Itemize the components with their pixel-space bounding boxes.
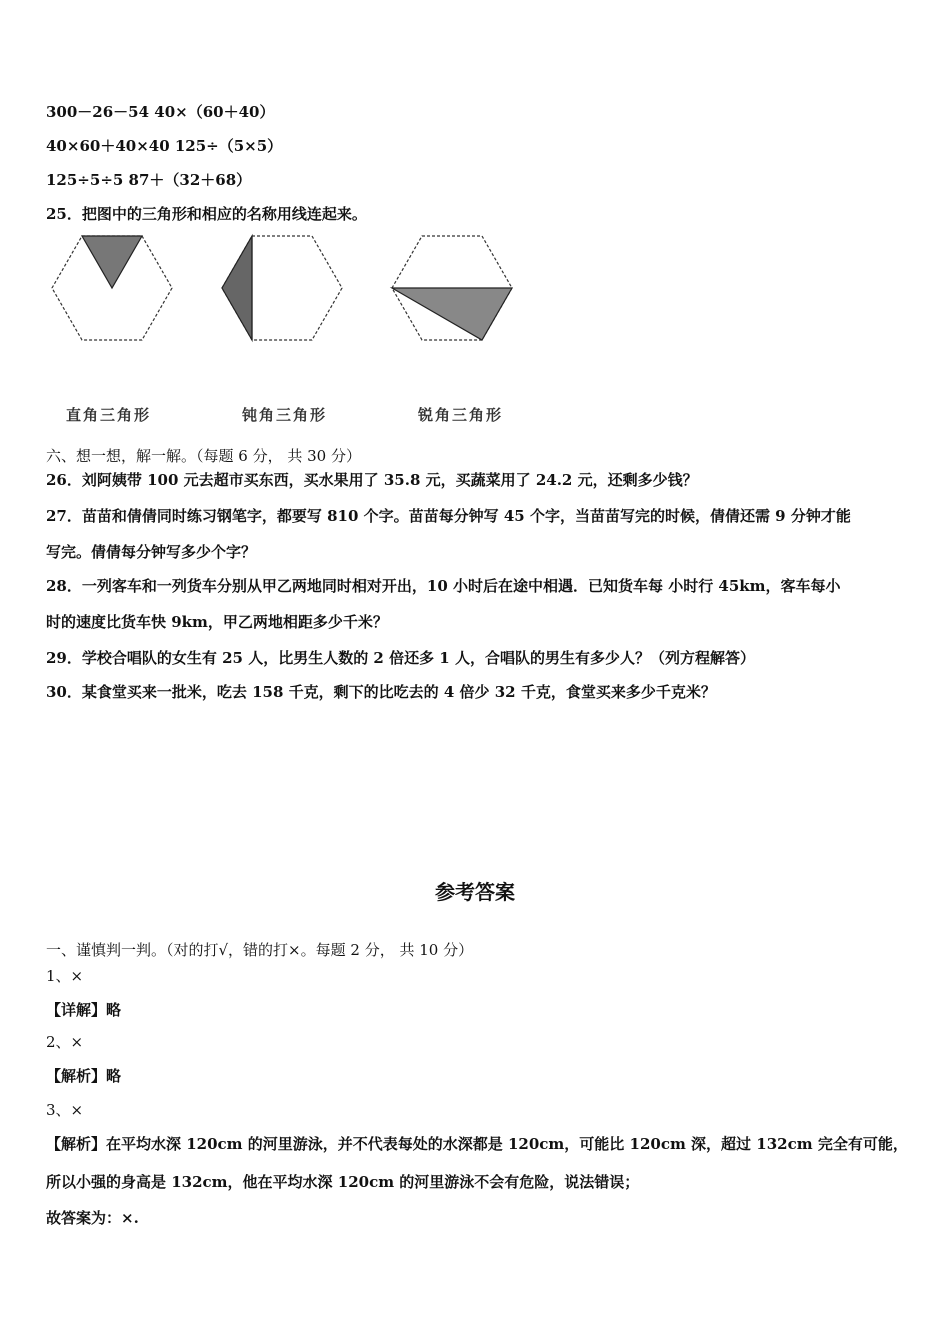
label-acute-triangle: 锐角三角形 [418,406,504,424]
question-26: 26．刘阿姨带 100 元去超市买东西，买水果用了 35.8 元，买蔬菜用了 24.2 元，还剩多少钱？ [46,471,698,489]
answer-2-detail: 【解析】略 [46,1067,122,1085]
section-6-heading: 六、想一想，解一解。（每题 6 分， 共 30 分） [46,447,361,465]
question-28-line2: 时的速度比货车快 9km，甲乙两地相距多少千米？ [46,613,388,631]
calc-row-1: 300－26－54 40×（60＋40） [46,103,275,121]
question-29: 29．学校合唱队的女生有 25 人，比男生人数的 2 倍还多 1 人，合唱队的男生有多少人？（列方程解答） [46,649,755,667]
answer-3-conclusion: 故答案为：×. [46,1209,139,1227]
label-right-triangle: 直角三角形 [66,406,152,424]
hexagon-figure-1 [52,236,172,340]
label-obtuse-triangle: 钝角三角形 [242,406,328,424]
answer-3: 3、× [46,1101,84,1119]
calc-row-2: 40×60＋40×40 125÷（5×5） [46,137,283,155]
answer-3-detail-line1: 【解析】在平均水深 120cm 的河里游泳，并不代表每处的水深都是 120cm，可能比 120cm 深，超过 132cm 完全有可能， [46,1135,908,1153]
answer-2: 2、× [46,1033,84,1051]
answer-3-detail-line2: 所以小强的身高是 132cm，他在平均水深 120cm 的河里游泳不会有危险，说法错误； [46,1173,640,1191]
triangle-hexagon-figures [46,228,526,428]
question-27-line2: 写完。倩倩每分钟写多少个字？ [46,543,257,561]
answer-1-detail: 【详解】略 [46,1001,122,1019]
answers-section-1-heading: 一、谨慎判一判。（对的打√，错的打×。每题 2 分， 共 10 分） [46,941,474,959]
question-30: 30．某食堂买来一批米，吃去 158 千克，剩下的比吃去的 4 倍少 32 千克，食堂买来多少千克米？ [46,683,716,701]
question-25: 25．把图中的三角形和相应的名称用线连起来。 [46,205,367,223]
calc-row-3: 125÷5÷5 87＋（32＋68） [46,171,252,189]
answer-1: 1、× [46,967,84,985]
question-27-line1: 27．苗苗和倩倩同时练习钢笔字，都要写 810 个字。苗苗每分钟写 45 个字，当苗苗写完的时候，倩倩还需 9 分钟才能 [46,507,851,525]
question-28-line1: 28．一列客车和一列货车分别从甲乙两地同时相对开出，10 小时后在途中相遇．已知货车每 小时行 45km，客车每小 [46,577,841,595]
hexagon-figure-2 [222,236,342,340]
answers-title: 参考答案 [435,880,515,904]
hexagon-figure-3 [392,236,512,340]
